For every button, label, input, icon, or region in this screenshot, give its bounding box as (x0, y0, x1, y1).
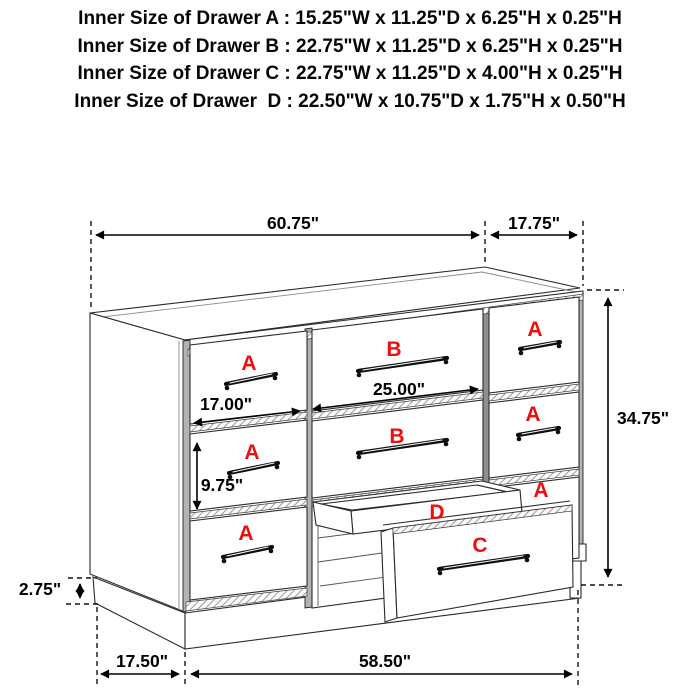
drawer-a1-label: A (241, 352, 257, 375)
dim-top-width-label: 60.75" (266, 213, 320, 233)
left-stile (183, 340, 190, 612)
drawer-a2-front (190, 420, 307, 511)
drawer-c-label: C (472, 534, 488, 557)
dim-drawer-b-width-label: 25.00" (372, 379, 426, 399)
spec-line-drawer-c: Inner Size of Drawer C : 22.75"W x 11.25"D x 4.00"H x 0.25"H (77, 63, 623, 84)
dim-base-width-label: 58.50" (358, 651, 412, 671)
dim-drawer-a-height-label: 9.75" (200, 475, 244, 495)
spec-line-drawer-b: Inner Size of Drawer B : 22.75"W x 11.25"D x 6.25"H x 0.25"H (77, 35, 623, 57)
spec-line-drawer-a: Inner Size of Drawer A : 15.25"W x 11.25"D x 6.25"H x 0.25"H (78, 8, 622, 29)
cabinet-left-panel (90, 313, 185, 612)
dim-drawer-a-width-label: 17.00" (199, 394, 253, 414)
drawer-d-label: D (429, 501, 445, 524)
drawer-a5-label: A (525, 403, 541, 426)
right-stile (579, 294, 583, 546)
drawer-b1-label: B (386, 338, 402, 361)
dim-base-height-label: 2.75" (18, 579, 62, 599)
dim-height-label: 34.75" (617, 408, 670, 428)
drawer-a4-label: A (527, 318, 543, 341)
drawer-a2-label: A (244, 441, 260, 464)
spec-line-drawer-d: Inner Size of Drawer D : 22.50"W x 10.75"D x 1.75"H x 0.50"H (74, 90, 626, 112)
drawer-b2-label: B (389, 425, 405, 448)
drawer-a3-label: A (238, 522, 254, 545)
dim-top-depth-label: 17.75" (507, 213, 561, 233)
drawer-a6-label: A (533, 479, 549, 502)
dim-base-depth-label: 17.50" (115, 651, 169, 671)
